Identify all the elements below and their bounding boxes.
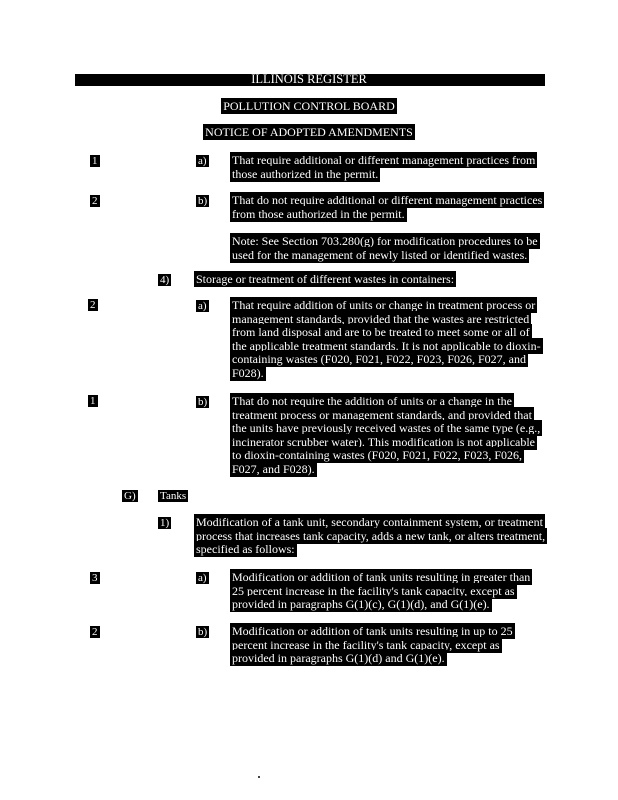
scan-speck [258, 776, 260, 778]
item-letter: b) [198, 195, 208, 207]
board-title: POLLUTION CONTROL BOARD [223, 99, 395, 113]
item-text: That do not require additional or different management practices from those authorized in the permit. [232, 193, 543, 221]
sub-number: 4) [160, 274, 170, 286]
item-number: 2 [92, 195, 98, 207]
sub-heading: Modification of a tank unit, secondary containment system, or treatment process that increases tank capacity, adds a new tank, or alters treatment, specified as follows: [196, 515, 546, 556]
item-number: 2 [92, 626, 98, 638]
sub-number: 1) [160, 517, 170, 529]
item-number: 2 [90, 299, 96, 311]
item-text: Modification or addition of tank units resulting in up to 25 percent increase in the facility's tank capacity, except as provided in paragraphs G(1)(d) and G(1)(e). [232, 624, 513, 665]
item-text: That require addition of units or change in treatment process or management standards, provided that the wastes are restricted from land disposal and are to be treated to meet some or all of the applicable treatment standards. It is not applicable to dioxin-containing wastes (F020, F021, F022, F023, F026, F027, and F028). [232, 298, 541, 380]
item-letter: b) [198, 626, 208, 638]
section-number: G) [124, 490, 136, 502]
item-number: 1 [90, 395, 96, 407]
item-letter: a) [198, 155, 207, 167]
notice-title: NOTICE OF ADOPTED AMENDMENTS [205, 125, 413, 139]
item-letter: b) [198, 396, 208, 408]
note-text: Note: See Section 703.280(g) for modification procedures to be used for the management of newly listed or identified wastes. [232, 234, 538, 262]
item-number: 3 [92, 572, 98, 584]
item-text: That do not require the addition of units or a change in the treatment process or management standards, and provided that the units have previously received wastes of the same type (e.g., incinerator scrubber water). This modification is not applicable to dioxin-containing wastes (F020, F021, F022, F023, F026, F027, and F028). [232, 394, 541, 476]
item-letter: a) [198, 300, 207, 312]
item-text: Modification or addition of tank units resulting in greater than 25 percent increase in the facility's tank capacity, except as provided in paragraphs G(1)(c), G(1)(d), and G(1)(e). [232, 570, 531, 611]
section-title: Tanks [160, 490, 187, 502]
item-number: 1 [92, 155, 98, 167]
item-text: That require additional or different management practices from those authorized in the permit. [232, 153, 536, 181]
register-title: ILLINOIS REGISTER [251, 72, 367, 86]
item-letter: a) [198, 572, 207, 584]
sub-heading: Storage or treatment of different wastes in containers: [196, 272, 455, 286]
